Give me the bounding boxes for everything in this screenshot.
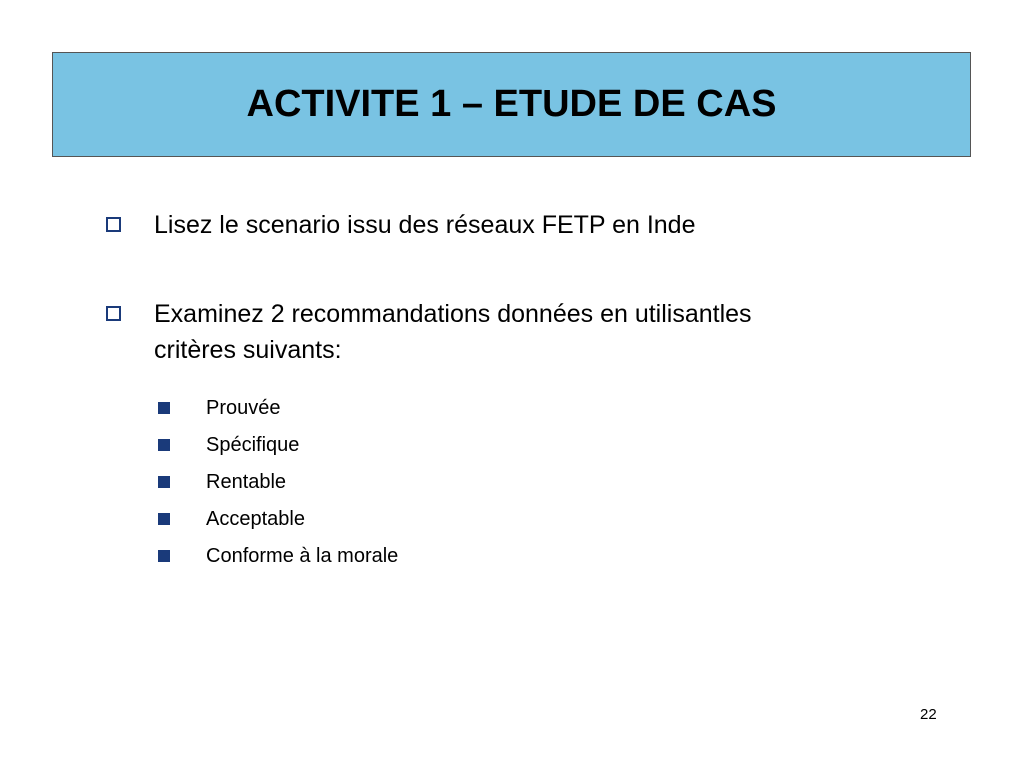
page-number: 22 [920, 706, 937, 723]
bullet-text: Lisez le scenario issu des réseaux FETP en Inde [154, 211, 696, 239]
criteria-text: Prouvée [206, 396, 281, 419]
filled-square-bullet-icon [158, 513, 170, 525]
criteria-item [158, 468, 286, 496]
criteria-text: Acceptable [206, 507, 305, 530]
title-banner [52, 52, 971, 157]
bullet-item-2 [106, 299, 794, 368]
criteria-item [158, 505, 305, 533]
bullet-item-1 [106, 210, 814, 243]
filled-square-bullet-icon [158, 476, 170, 488]
criteria-item [158, 542, 398, 570]
criteria-text: Conforme à la morale [206, 544, 399, 567]
filled-square-bullet-icon [158, 402, 170, 414]
filled-square-bullet-icon [158, 439, 170, 451]
hollow-square-bullet-icon [106, 306, 121, 321]
hollow-square-bullet-icon [106, 217, 121, 232]
criteria-item [158, 394, 281, 422]
criteria-text: Spécifique [206, 433, 300, 456]
filled-square-bullet-icon [158, 550, 170, 562]
slide-title: ACTIVITE 1 – ETUDE DE CAS [246, 83, 777, 125]
criteria-item [158, 431, 299, 459]
bullet-text: Examinez 2 recommandations données en utilisantles critères suivants: [154, 300, 752, 364]
criteria-text: Rentable [206, 470, 287, 493]
